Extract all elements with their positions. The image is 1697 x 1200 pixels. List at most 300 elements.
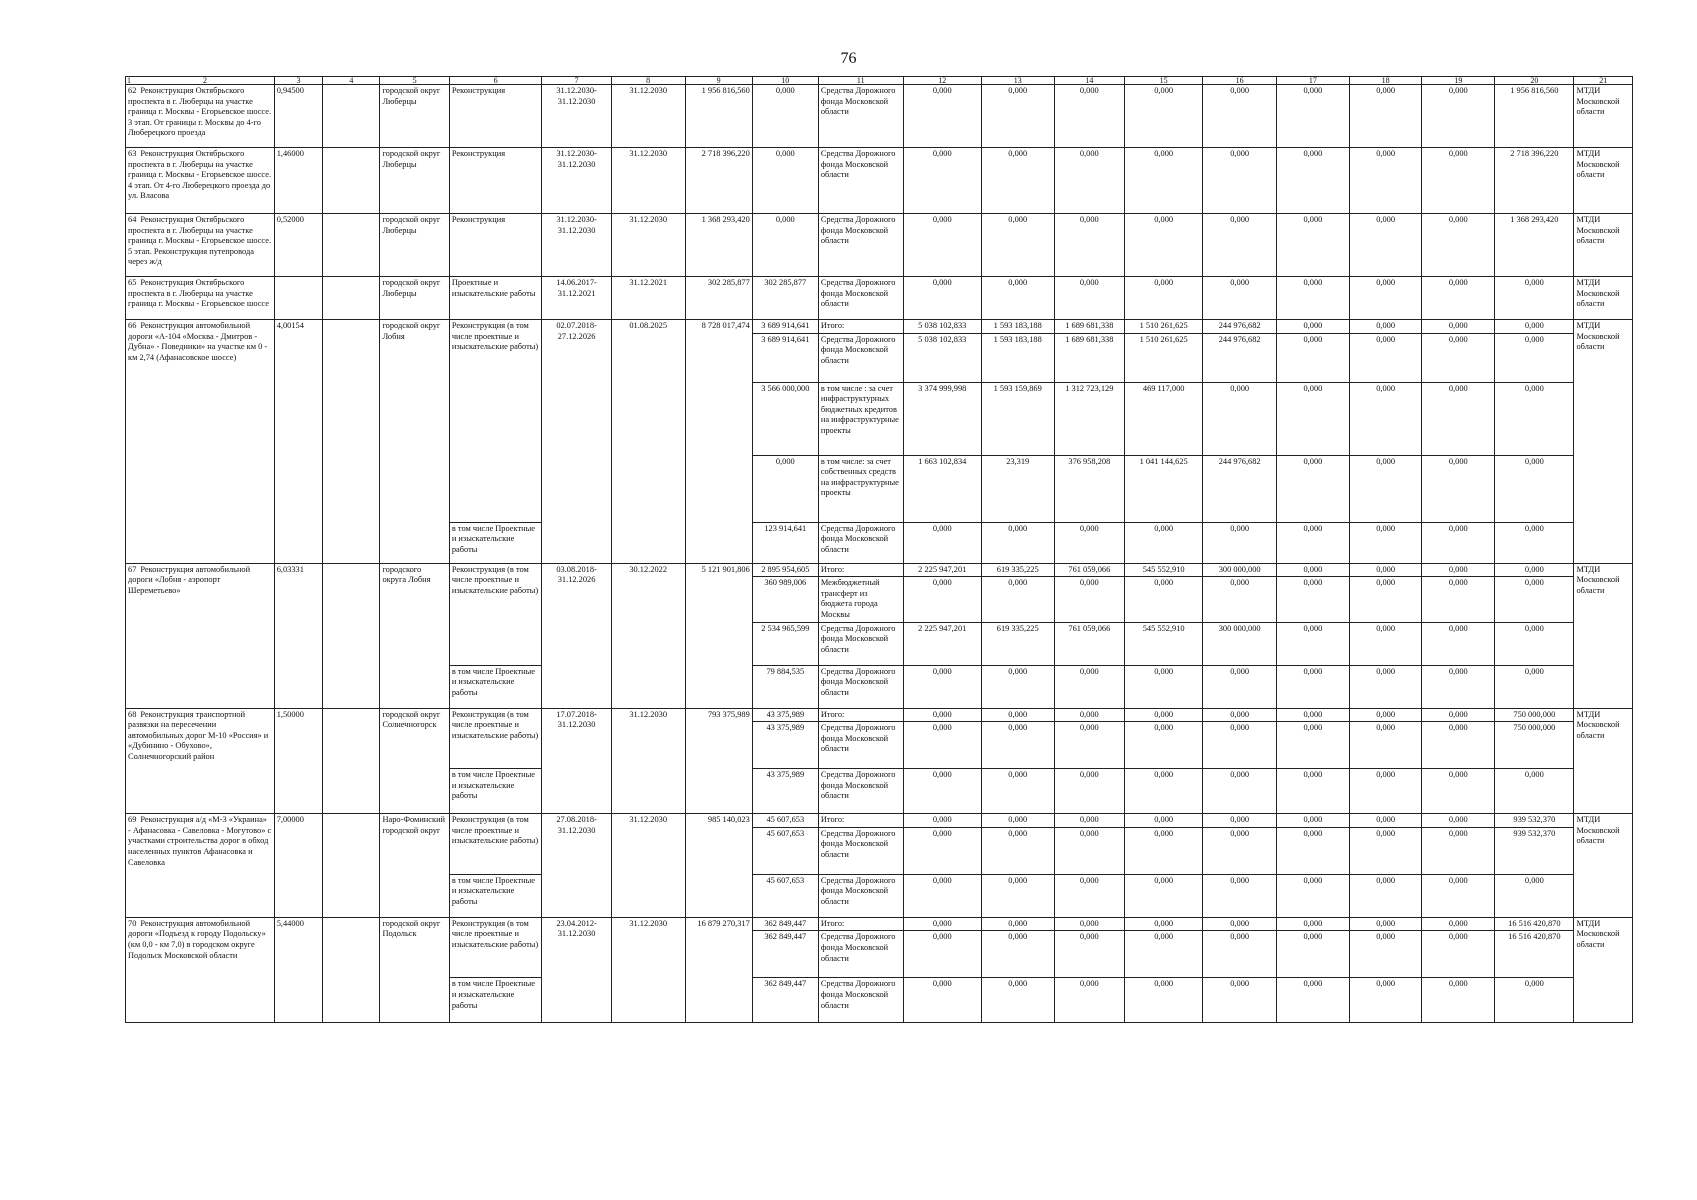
organization-cell: МТДИ Московской области <box>1574 277 1633 320</box>
length-cell: 1,50000 <box>274 708 322 814</box>
object-name: Реконструкция автомобильной дороги «Лобня - аэропорт Шереметьево» <box>128 564 251 595</box>
amount-cell: 0,000 <box>1277 563 1350 577</box>
financed-cell: 2 895 954,605 <box>752 563 818 577</box>
amount-cell: 0,000 <box>981 827 1054 874</box>
financed-cell: 0,000 <box>752 85 818 148</box>
amount-cell: 0,000 <box>1203 874 1277 917</box>
amount-cell: 2 225 947,201 <box>903 563 981 577</box>
amount-cell: 0,000 <box>1125 978 1203 1023</box>
column-number: 2 <box>203 76 207 85</box>
amount-cell: 0,000 <box>981 769 1054 814</box>
column-number-cell <box>126 77 275 85</box>
financed-cell: 362 849,447 <box>752 917 818 931</box>
amount-cell: 1 663 102,834 <box>903 455 981 522</box>
amount-cell: 0,000 <box>1277 814 1350 828</box>
municipality-cell: городской округ Люберцы <box>380 214 449 277</box>
blank-cell <box>323 320 380 564</box>
amount-cell: 0,000 <box>1422 978 1495 1023</box>
column-number-cell: 4 <box>323 77 380 85</box>
financed-cell: 45 607,653 <box>752 814 818 828</box>
financed-cell: 0,000 <box>752 148 818 214</box>
amount-cell: 619 335,225 <box>981 563 1054 577</box>
dates-cell: 31.12.2030-31.12.2030 <box>542 148 611 214</box>
amount-cell: 0,000 <box>1203 382 1277 455</box>
financed-cell: 2 534 965,599 <box>752 622 818 665</box>
work-type-cell: Реконструкция (в том числе проектные и изыскательские работы) <box>449 917 542 978</box>
column-number-cell: 21 <box>1574 77 1633 85</box>
amount-cell: 300 000,000 <box>1203 563 1277 577</box>
amount-cell: 0,000 <box>1203 827 1277 874</box>
municipality-cell: городской округ Лобня <box>380 320 449 564</box>
amount-cell: 0,000 <box>1054 917 1125 931</box>
amount-cell: 0,000 <box>1054 722 1125 769</box>
length-cell: 5,44000 <box>274 917 322 1023</box>
amount-cell: 0,000 <box>1349 665 1422 708</box>
amount-cell: 0,000 <box>1277 931 1350 978</box>
funding-source-cell: Средства Дорожного фонда Московской области <box>818 214 903 277</box>
amount-cell: 0,000 <box>1203 722 1277 769</box>
amount-cell: 0,000 <box>1203 577 1277 622</box>
municipality-cell: городской округ Люберцы <box>380 148 449 214</box>
funding-source-cell: Средства Дорожного фонда Московской области <box>818 148 903 214</box>
cost-cell: 1 956 816,560 <box>685 85 752 148</box>
amount-cell: 0,000 <box>1125 827 1203 874</box>
cost-cell: 5 121 901,806 <box>685 563 752 708</box>
amount-cell: 0,000 <box>1495 382 1574 455</box>
amount-cell: 0,000 <box>1495 522 1574 563</box>
column-number-cell: 5 <box>380 77 449 85</box>
column-number-cell: 16 <box>1203 77 1277 85</box>
amount-cell: 0,000 <box>1054 148 1125 214</box>
table-row <box>126 277 1633 320</box>
amount-cell: 0,000 <box>1203 769 1277 814</box>
amount-cell: 0,000 <box>1349 978 1422 1023</box>
amount-cell: 0,000 <box>1495 978 1574 1023</box>
funding-source-cell: Итого: <box>818 563 903 577</box>
organization-cell: МТДИ Московской области <box>1574 917 1633 1023</box>
amount-cell: 0,000 <box>903 522 981 563</box>
work-type-cell: Проектные и изыскательские работы <box>449 277 542 320</box>
object-name: Реконструкция Октябрьского проспекта в г. Люберцы на участке граница г. Москвы - Егорьевское шоссе. 4 этап. От 4-го Люберецкого проезда до ул. Власова <box>128 149 272 201</box>
amount-cell: 0,000 <box>981 85 1054 148</box>
amount-cell: 545 552,910 <box>1125 622 1203 665</box>
work-type-cell: Реконструкция <box>449 214 542 277</box>
column-number: 1 <box>127 76 131 85</box>
amount-cell: 0,000 <box>981 148 1054 214</box>
funding-source-cell: Средства Дорожного фонда Московской области <box>818 769 903 814</box>
municipality-cell: городской округ Подольск <box>380 917 449 1023</box>
end-date-cell: 31.12.2030 <box>611 148 685 214</box>
object-name-cell <box>126 320 275 564</box>
funding-source-cell: Средства Дорожного фонда Московской области <box>818 333 903 382</box>
table-row <box>126 814 1633 828</box>
funding-source-cell: Средства Дорожного фонда Московской области <box>818 827 903 874</box>
amount-cell: 2 718 396,220 <box>1495 148 1574 214</box>
amount-cell: 0,000 <box>1277 917 1350 931</box>
amount-cell: 0,000 <box>981 931 1054 978</box>
amount-cell: 5 038 102,833 <box>903 320 981 334</box>
amount-cell: 0,000 <box>1203 978 1277 1023</box>
amount-cell: 0,000 <box>1125 148 1203 214</box>
amount-cell: 0,000 <box>1422 917 1495 931</box>
funding-source-cell: Средства Дорожного фонда Московской области <box>818 622 903 665</box>
end-date-cell: 01.08.2025 <box>611 320 685 564</box>
amount-cell: 0,000 <box>1422 622 1495 665</box>
amount-cell: 0,000 <box>903 931 981 978</box>
blank-cell <box>323 277 380 320</box>
table-row <box>126 708 1633 722</box>
amount-cell: 0,000 <box>1277 978 1350 1023</box>
amount-cell: 0,000 <box>1349 577 1422 622</box>
amount-cell: 0,000 <box>1349 814 1422 828</box>
funding-source-cell: Итого: <box>818 320 903 334</box>
length-cell: 0,52000 <box>274 214 322 277</box>
work-type-cell: Реконструкция (в том числе проектные и изыскательские работы) <box>449 814 542 875</box>
funding-source-cell: Средства Дорожного фонда Московской области <box>818 722 903 769</box>
amount-cell: 0,000 <box>1125 874 1203 917</box>
column-number-cell: 8 <box>611 77 685 85</box>
amount-cell: 0,000 <box>1203 814 1277 828</box>
amount-cell: 0,000 <box>1203 665 1277 708</box>
amount-cell: 0,000 <box>1277 214 1350 277</box>
amount-cell: 0,000 <box>1054 577 1125 622</box>
amount-cell: 244 976,682 <box>1203 320 1277 334</box>
cost-cell: 2 718 396,220 <box>685 148 752 214</box>
amount-cell: 0,000 <box>1349 148 1422 214</box>
amount-cell: 0,000 <box>1422 827 1495 874</box>
amount-cell: 0,000 <box>1054 814 1125 828</box>
amount-cell: 0,000 <box>1495 577 1574 622</box>
amount-cell: 0,000 <box>1349 277 1422 320</box>
amount-cell: 0,000 <box>1054 827 1125 874</box>
table-row <box>126 320 1633 334</box>
amount-cell: 0,000 <box>1422 769 1495 814</box>
cost-cell: 302 285,877 <box>685 277 752 320</box>
amount-cell: 376 958,208 <box>1054 455 1125 522</box>
dates-cell: 03.08.2018-31.12.2026 <box>542 563 611 708</box>
work-type-cell: в том числе Проектные и изыскательские работы <box>449 522 542 563</box>
row-number: 62 <box>128 86 137 95</box>
object-name-cell <box>126 814 275 918</box>
financed-cell: 43 375,989 <box>752 722 818 769</box>
amount-cell: 1 593 183,188 <box>981 320 1054 334</box>
organization-cell: МТДИ Московской области <box>1574 214 1633 277</box>
length-cell: 1,46000 <box>274 148 322 214</box>
cost-cell: 16 879 270,317 <box>685 917 752 1023</box>
blank-cell <box>323 214 380 277</box>
end-date-cell: 31.12.2030 <box>611 814 685 918</box>
amount-cell: 0,000 <box>903 827 981 874</box>
dates-cell: 27.08.2018-31.12.2030 <box>542 814 611 918</box>
register-sheet <box>125 76 1633 1118</box>
amount-cell: 0,000 <box>1349 622 1422 665</box>
column-number-cell: 13 <box>981 77 1054 85</box>
amount-cell: 0,000 <box>1495 769 1574 814</box>
amount-cell: 5 038 102,833 <box>903 333 981 382</box>
amount-cell: 0,000 <box>981 214 1054 277</box>
work-type-cell: Реконструкция <box>449 85 542 148</box>
object-name: Реконструкция Октябрьского проспекта в г. Люберцы на участке граница г. Москвы - Егорьевское шоссе. 5 этап. Реконструкция путепровода через ж/д <box>128 215 272 267</box>
amount-cell: 0,000 <box>1125 931 1203 978</box>
amount-cell: 0,000 <box>1422 382 1495 455</box>
amount-cell: 0,000 <box>981 277 1054 320</box>
amount-cell: 0,000 <box>1054 769 1125 814</box>
cost-cell: 1 368 293,420 <box>685 214 752 277</box>
amount-cell: 0,000 <box>1495 563 1574 577</box>
financed-cell: 0,000 <box>752 455 818 522</box>
amount-cell: 0,000 <box>1277 85 1350 148</box>
amount-cell: 0,000 <box>1277 277 1350 320</box>
object-name-cell <box>126 563 275 708</box>
financed-cell: 362 849,447 <box>752 931 818 978</box>
work-type-cell: Реконструкция (в том числе проектные и изыскательские работы) <box>449 563 542 665</box>
amount-cell: 2 225 947,201 <box>903 622 981 665</box>
amount-cell: 0,000 <box>1349 769 1422 814</box>
organization-cell: МТДИ Московской области <box>1574 708 1633 814</box>
financed-cell: 45 607,653 <box>752 827 818 874</box>
amount-cell: 0,000 <box>1054 214 1125 277</box>
amount-cell: 0,000 <box>981 814 1054 828</box>
amount-cell: 0,000 <box>1125 769 1203 814</box>
amount-cell: 619 335,225 <box>981 622 1054 665</box>
funding-source-cell: Средства Дорожного фонда Московской области <box>818 665 903 708</box>
amount-cell: 0,000 <box>1203 148 1277 214</box>
amount-cell: 939 532,370 <box>1495 814 1574 828</box>
amount-cell: 0,000 <box>1422 85 1495 148</box>
dates-cell: 31.12.2030-31.12.2030 <box>542 214 611 277</box>
row-number: 68 <box>128 709 137 719</box>
amount-cell: 0,000 <box>1422 665 1495 708</box>
amount-cell: 0,000 <box>981 577 1054 622</box>
organization-cell: МТДИ Московской области <box>1574 320 1633 564</box>
amount-cell: 0,000 <box>1277 874 1350 917</box>
row-number: 65 <box>128 278 137 287</box>
financed-cell: 3 689 914,641 <box>752 333 818 382</box>
organization-cell: МТДИ Московской области <box>1574 563 1633 708</box>
amount-cell: 0,000 <box>1277 665 1350 708</box>
table-row <box>126 563 1633 577</box>
amount-cell: 0,000 <box>1054 277 1125 320</box>
financed-cell: 43 375,989 <box>752 769 818 814</box>
cost-cell: 793 375,989 <box>685 708 752 814</box>
road-works-table <box>125 76 1633 1023</box>
object-name-cell <box>126 148 275 214</box>
dates-cell: 31.12.2030-31.12.2030 <box>542 85 611 148</box>
dates-cell: 17.07.2018-31.12.2030 <box>542 708 611 814</box>
amount-cell: 0,000 <box>1495 665 1574 708</box>
funding-source-cell: в том числе: за счет собственных средств на инфраструктурные проекты <box>818 455 903 522</box>
object-name-cell <box>126 214 275 277</box>
amount-cell: 300 000,000 <box>1203 622 1277 665</box>
amount-cell: 0,000 <box>1054 874 1125 917</box>
object-name: Реконструкция автомобильной дороги «Подъезд к городу Подольску» (км 0,0 - км 7,0) в городском округе Подольск Московской области <box>128 918 266 960</box>
funding-source-cell: Средства Дорожного фонда Московской области <box>818 522 903 563</box>
amount-cell: 0,000 <box>1349 722 1422 769</box>
amount-cell: 0,000 <box>1125 522 1203 563</box>
object-name: Реконструкция транспортной развязки на пересечении автомобильных дорог М-10 «Россия» и «Дубинино - Обухово», Солнечногорский район <box>128 709 269 761</box>
amount-cell: 0,000 <box>1054 85 1125 148</box>
column-number-row <box>126 77 1633 85</box>
amount-cell: 0,000 <box>1422 577 1495 622</box>
blank-cell <box>323 85 380 148</box>
financed-cell: 45 607,653 <box>752 874 818 917</box>
amount-cell: 0,000 <box>1203 522 1277 563</box>
amount-cell: 16 516 420,870 <box>1495 917 1574 931</box>
amount-cell: 0,000 <box>1125 577 1203 622</box>
object-name-cell <box>126 85 275 148</box>
amount-cell: 0,000 <box>1277 622 1350 665</box>
end-date-cell: 31.12.2030 <box>611 214 685 277</box>
amount-cell: 1 368 293,420 <box>1495 214 1574 277</box>
amount-cell: 1 510 261,625 <box>1125 320 1203 334</box>
amount-cell: 0,000 <box>903 708 981 722</box>
blank-cell <box>323 917 380 1023</box>
end-date-cell: 30.12.2022 <box>611 563 685 708</box>
amount-cell: 0,000 <box>1349 382 1422 455</box>
work-type-cell: Реконструкция <box>449 148 542 214</box>
funding-source-cell: Средства Дорожного фонда Московской области <box>818 277 903 320</box>
blank-cell <box>323 148 380 214</box>
dates-cell: 23.04.2012-31.12.2030 <box>542 917 611 1023</box>
amount-cell: 0,000 <box>1422 722 1495 769</box>
amount-cell: 0,000 <box>903 814 981 828</box>
amount-cell: 0,000 <box>1495 455 1574 522</box>
funding-source-cell: Средства Дорожного фонда Московской области <box>818 931 903 978</box>
amount-cell: 0,000 <box>981 722 1054 769</box>
column-number-cell: 6 <box>449 77 542 85</box>
amount-cell: 0,000 <box>1203 931 1277 978</box>
work-type-cell: Реконструкция (в том числе проектные и изыскательские работы) <box>449 320 542 523</box>
dates-cell: 14.06.2017-31.12.2021 <box>542 277 611 320</box>
amount-cell: 0,000 <box>1277 769 1350 814</box>
column-number-cell: 14 <box>1054 77 1125 85</box>
amount-cell: 0,000 <box>903 148 981 214</box>
amount-cell: 0,000 <box>1125 708 1203 722</box>
amount-cell: 0,000 <box>903 665 981 708</box>
financed-cell: 0,000 <box>752 214 818 277</box>
amount-cell: 0,000 <box>1422 708 1495 722</box>
funding-source-cell: Средства Дорожного фонда Московской области <box>818 978 903 1023</box>
amount-cell: 0,000 <box>1125 814 1203 828</box>
amount-cell: 0,000 <box>1349 874 1422 917</box>
work-type-cell: Реконструкция (в том числе проектные и изыскательские работы) <box>449 708 542 769</box>
municipality-cell: Наро-Фоминский городской округ <box>380 814 449 918</box>
municipality-cell: городского округа Лобня <box>380 563 449 708</box>
amount-cell: 0,000 <box>1277 827 1350 874</box>
amount-cell: 0,000 <box>981 874 1054 917</box>
amount-cell: 1 689 681,338 <box>1054 333 1125 382</box>
blank-cell <box>323 814 380 918</box>
amount-cell: 0,000 <box>1054 931 1125 978</box>
amount-cell: 750 000,000 <box>1495 722 1574 769</box>
end-date-cell: 31.12.2030 <box>611 85 685 148</box>
amount-cell: 1 956 816,560 <box>1495 85 1574 148</box>
amount-cell: 0,000 <box>1277 333 1350 382</box>
financed-cell: 302 285,877 <box>752 277 818 320</box>
amount-cell: 761 059,066 <box>1054 563 1125 577</box>
amount-cell: 0,000 <box>1277 577 1350 622</box>
work-type-cell: в том числе Проектные и изыскательские работы <box>449 874 542 917</box>
organization-cell: МТДИ Московской области <box>1574 148 1633 214</box>
object-name: Реконструкция Октябрьского проспекта в г. Люберцы на участке граница г. Москвы - Егорьевское шоссе. 3 этап. От границы г. Москвы до 4-го Люберецкого проезда <box>128 86 272 138</box>
end-date-cell: 31.12.2021 <box>611 277 685 320</box>
funding-source-cell: Средства Дорожного фонда Московской области <box>818 874 903 917</box>
table-row <box>126 214 1633 277</box>
table-row <box>126 917 1633 931</box>
amount-cell: 0,000 <box>903 978 981 1023</box>
amount-cell: 0,000 <box>903 577 981 622</box>
column-number-cell: 15 <box>1125 77 1203 85</box>
amount-cell: 0,000 <box>981 665 1054 708</box>
funding-source-cell: Средства Дорожного фонда Московской области <box>818 85 903 148</box>
amount-cell: 0,000 <box>1054 665 1125 708</box>
amount-cell: 244 976,682 <box>1203 333 1277 382</box>
amount-cell: 3 374 999,998 <box>903 382 981 455</box>
amount-cell: 0,000 <box>1422 148 1495 214</box>
amount-cell: 0,000 <box>1422 214 1495 277</box>
blank-cell <box>323 708 380 814</box>
municipality-cell: городской округ Люберцы <box>380 277 449 320</box>
work-type-cell: в том числе Проектные и изыскательские работы <box>449 978 542 1023</box>
organization-cell: МТДИ Московской области <box>1574 85 1633 148</box>
length-cell: 0,94500 <box>274 85 322 148</box>
row-number: 66 <box>128 321 137 330</box>
amount-cell: 0,000 <box>1349 563 1422 577</box>
end-date-cell: 31.12.2030 <box>611 708 685 814</box>
amount-cell: 0,000 <box>903 85 981 148</box>
municipality-cell: городской округ Люберцы <box>380 85 449 148</box>
object-name: Реконструкция автомобильной дороги «А-104 «Москва - Дмитров - Дубна» - Поведники» на участке км 0 - км 2,74 (Афанасовское шоссе) <box>128 321 268 362</box>
amount-cell: 0,000 <box>1495 622 1574 665</box>
funding-source-cell: Итого: <box>818 814 903 828</box>
object-name: Реконструкция а/д «М-3 «Украина» - Афанасовка - Савеловка - Могутово» с участками строительства дорог в обход населенных пунктов Афанасовка и Савеловка <box>128 815 272 867</box>
amount-cell: 0,000 <box>1349 708 1422 722</box>
blank-cell <box>323 563 380 708</box>
column-number-cell: 10 <box>752 77 818 85</box>
object-name-cell <box>126 708 275 814</box>
row-number: 67 <box>128 564 137 574</box>
amount-cell: 0,000 <box>1495 333 1574 382</box>
amount-cell: 939 532,370 <box>1495 827 1574 874</box>
amount-cell: 1 041 144,625 <box>1125 455 1203 522</box>
object-name-cell <box>126 917 275 1023</box>
column-number-cell: 18 <box>1349 77 1422 85</box>
amount-cell: 0,000 <box>1495 874 1574 917</box>
amount-cell: 0,000 <box>1422 874 1495 917</box>
work-type-cell: в том числе Проектные и изыскательские работы <box>449 769 542 814</box>
amount-cell: 0,000 <box>903 277 981 320</box>
funding-source-cell: Итого: <box>818 917 903 931</box>
amount-cell: 0,000 <box>1203 277 1277 320</box>
amount-cell: 0,000 <box>1125 214 1203 277</box>
funding-source-cell: Итого: <box>818 708 903 722</box>
length-cell: 6,03331 <box>274 563 322 708</box>
amount-cell: 0,000 <box>1422 563 1495 577</box>
amount-cell: 0,000 <box>1054 978 1125 1023</box>
amount-cell: 0,000 <box>1422 333 1495 382</box>
financed-cell: 362 849,447 <box>752 978 818 1023</box>
amount-cell: 0,000 <box>1054 522 1125 563</box>
amount-cell: 0,000 <box>1203 214 1277 277</box>
object-name-cell <box>126 277 275 320</box>
organization-cell: МТДИ Московской области <box>1574 814 1633 918</box>
amount-cell: 0,000 <box>1203 917 1277 931</box>
length-cell: 4,00154 <box>274 320 322 564</box>
work-type-cell: в том числе Проектные и изыскательские работы <box>449 665 542 708</box>
row-number: 69 <box>128 815 137 825</box>
amount-cell: 0,000 <box>1349 455 1422 522</box>
financed-cell: 3 689 914,641 <box>752 320 818 334</box>
